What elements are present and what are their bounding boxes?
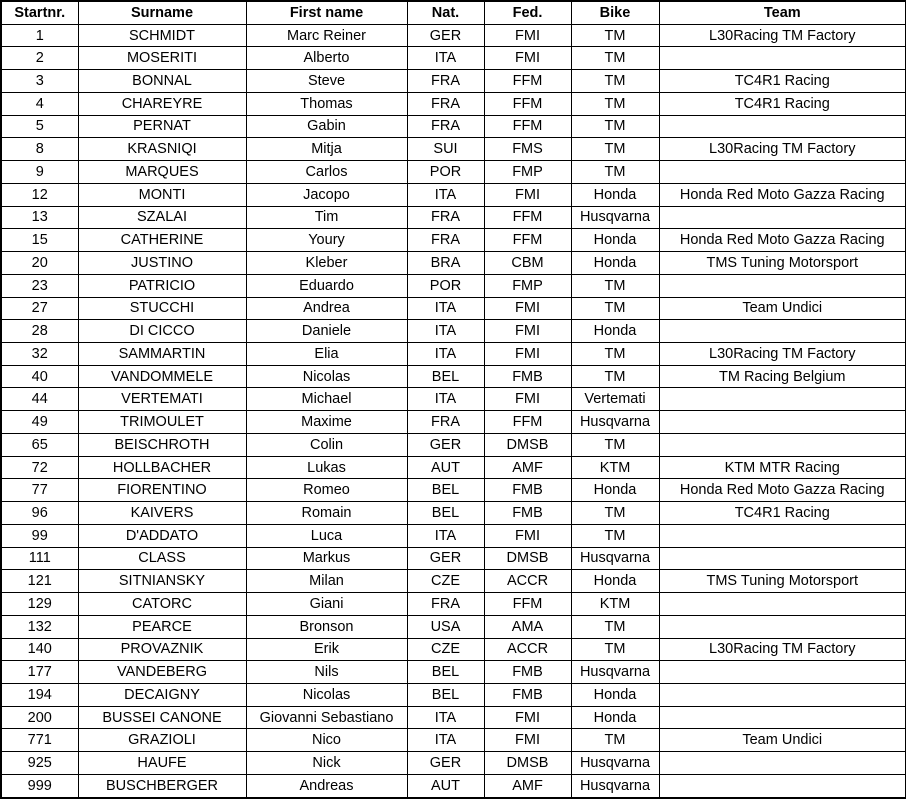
first-name-cell: Romeo [246,479,407,502]
first-name-cell: Jacopo [246,183,407,206]
nat-cell: FRA [407,411,484,434]
nat-cell: GER [407,433,484,456]
fed-cell: FMP [484,161,571,184]
bike-cell: Honda [571,683,659,706]
team-cell [659,774,906,798]
startnr-cell: 3 [1,70,78,93]
first-name-cell: Kleber [246,252,407,275]
surname-cell: JUSTINO [78,252,246,275]
first-name-cell: Nick [246,752,407,775]
bike-cell: Vertemati [571,388,659,411]
first-name-cell: Maxime [246,411,407,434]
team-cell: Team Undici [659,729,906,752]
surname-cell: CATORC [78,593,246,616]
startnr-cell: 1 [1,24,78,47]
bike-cell: TM [571,115,659,138]
surname-cell: SITNIANSKY [78,570,246,593]
bike-cell: TM [571,24,659,47]
first-name-cell: Lukas [246,456,407,479]
nat-cell: FRA [407,593,484,616]
startnr-cell: 8 [1,138,78,161]
bike-cell: Husqvarna [571,752,659,775]
bike-cell: TM [571,47,659,70]
fed-header: Fed. [484,1,571,24]
surname-cell: D'ADDATO [78,524,246,547]
surname-cell: BEISCHROTH [78,433,246,456]
table-row [1,729,906,752]
surname-cell: HOLLBACHER [78,456,246,479]
team-cell [659,411,906,434]
startnr-cell: 140 [1,638,78,661]
startnr-cell: 23 [1,274,78,297]
fed-cell: FFM [484,411,571,434]
nat-cell: AUT [407,774,484,798]
surname-cell: VERTEMATI [78,388,246,411]
team-cell: KTM MTR Racing [659,456,906,479]
startnr-cell: 5 [1,115,78,138]
table-row [1,593,906,616]
startnr-cell: 28 [1,320,78,343]
fed-cell: DMSB [484,547,571,570]
table-row [1,274,906,297]
fed-cell: FMI [484,342,571,365]
bike-cell: TM [571,70,659,93]
first-name-header: First name [246,1,407,24]
bike-cell: Honda [571,706,659,729]
table-row [1,683,906,706]
table-row [1,297,906,320]
team-cell [659,161,906,184]
fed-cell: FFM [484,70,571,93]
nat-cell: GER [407,547,484,570]
bike-cell: TM [571,524,659,547]
startnr-cell: 77 [1,479,78,502]
bike-cell: Husqvarna [571,547,659,570]
fed-cell: FMI [484,297,571,320]
bike-cell: TM [571,615,659,638]
fed-cell: FMS [484,138,571,161]
surname-cell: DI CICCO [78,320,246,343]
bike-header: Bike [571,1,659,24]
first-name-cell: Erik [246,638,407,661]
team-cell [659,274,906,297]
team-cell [659,615,906,638]
nat-cell: BEL [407,661,484,684]
first-name-cell: Nicolas [246,365,407,388]
surname-cell: KRASNIQI [78,138,246,161]
team-cell [659,593,906,616]
header-row [1,1,906,24]
nat-cell: ITA [407,388,484,411]
fed-cell: AMA [484,615,571,638]
table-row [1,206,906,229]
first-name-cell: Giovanni Sebastiano [246,706,407,729]
nat-cell: ITA [407,183,484,206]
team-cell [659,683,906,706]
bike-cell: Honda [571,479,659,502]
team-cell: Honda Red Moto Gazza Racing [659,479,906,502]
table-row [1,570,906,593]
surname-cell: SZALAI [78,206,246,229]
team-cell [659,47,906,70]
table-row [1,752,906,775]
fed-cell: FMB [484,479,571,502]
fed-cell: DMSB [484,433,571,456]
bike-cell: Honda [571,320,659,343]
bike-cell: TM [571,297,659,320]
fed-cell: ACCR [484,638,571,661]
fed-cell: FMI [484,388,571,411]
fed-cell: CBM [484,252,571,275]
first-name-cell: Nicolas [246,683,407,706]
first-name-cell: Elia [246,342,407,365]
team-cell: Honda Red Moto Gazza Racing [659,229,906,252]
table-row [1,433,906,456]
team-cell [659,524,906,547]
team-cell: L30Racing TM Factory [659,138,906,161]
nat-cell: FRA [407,206,484,229]
table-row [1,115,906,138]
bike-cell: TM [571,161,659,184]
fed-cell: FMP [484,274,571,297]
table-row [1,229,906,252]
startnr-cell: 65 [1,433,78,456]
team-cell: L30Racing TM Factory [659,342,906,365]
startnr-cell: 4 [1,92,78,115]
table-row [1,456,906,479]
surname-cell: FIORENTINO [78,479,246,502]
first-name-cell: Eduardo [246,274,407,297]
first-name-cell: Andrea [246,297,407,320]
team-cell [659,206,906,229]
startnr-cell: 771 [1,729,78,752]
team-cell [659,661,906,684]
startnr-cell: 132 [1,615,78,638]
surname-cell: VANDEBERG [78,661,246,684]
bike-cell: Honda [571,570,659,593]
surname-cell: KAIVERS [78,502,246,525]
surname-cell: MARQUES [78,161,246,184]
nat-cell: FRA [407,70,484,93]
surname-cell: MONTI [78,183,246,206]
surname-cell: BONNAL [78,70,246,93]
bike-cell: TM [571,502,659,525]
fed-cell: FMI [484,706,571,729]
fed-cell: FMI [484,47,571,70]
startnr-cell: 194 [1,683,78,706]
table-row [1,774,906,798]
nat-cell: AUT [407,456,484,479]
table-row [1,706,906,729]
team-cell: L30Racing TM Factory [659,638,906,661]
table-row [1,138,906,161]
first-name-cell: Giani [246,593,407,616]
bike-cell: TM [571,433,659,456]
table-row [1,92,906,115]
fed-cell: AMF [484,774,571,798]
fed-cell: FMI [484,24,571,47]
team-cell: TMS Tuning Motorsport [659,570,906,593]
first-name-cell: Youry [246,229,407,252]
nat-cell: POR [407,274,484,297]
surname-cell: MOSERITI [78,47,246,70]
nat-cell: POR [407,161,484,184]
fed-cell: FFM [484,229,571,252]
first-name-cell: Romain [246,502,407,525]
surname-cell: BUSSEI CANONE [78,706,246,729]
table-row [1,24,906,47]
startnr-cell: 13 [1,206,78,229]
surname-cell: BUSCHBERGER [78,774,246,798]
fed-cell: FFM [484,206,571,229]
table-header [1,1,906,24]
fed-cell: FFM [484,92,571,115]
first-name-cell: Alberto [246,47,407,70]
startnr-cell: 40 [1,365,78,388]
surname-cell: SCHMIDT [78,24,246,47]
fed-cell: FMB [484,365,571,388]
nat-header: Nat. [407,1,484,24]
first-name-cell: Bronson [246,615,407,638]
surname-cell: PATRICIO [78,274,246,297]
team-cell [659,706,906,729]
first-name-cell: Tim [246,206,407,229]
first-name-cell: Gabin [246,115,407,138]
first-name-cell: Andreas [246,774,407,798]
surname-cell: VANDOMMELE [78,365,246,388]
table-row [1,547,906,570]
first-name-cell: Colin [246,433,407,456]
team-cell: TM Racing Belgium [659,365,906,388]
fed-cell: FMI [484,524,571,547]
nat-cell: BRA [407,252,484,275]
surname-cell: TRIMOULET [78,411,246,434]
team-cell: Honda Red Moto Gazza Racing [659,183,906,206]
startnr-cell: 9 [1,161,78,184]
nat-cell: FRA [407,92,484,115]
surname-cell: PROVAZNIK [78,638,246,661]
team-cell [659,752,906,775]
table-row [1,342,906,365]
table-row [1,638,906,661]
nat-cell: ITA [407,47,484,70]
nat-cell: ITA [407,342,484,365]
first-name-cell: Nils [246,661,407,684]
team-cell [659,433,906,456]
bike-cell: KTM [571,456,659,479]
bike-cell: TM [571,138,659,161]
bike-cell: Husqvarna [571,774,659,798]
table-row [1,320,906,343]
surname-cell: GRAZIOLI [78,729,246,752]
startnr-cell: 12 [1,183,78,206]
bike-cell: KTM [571,593,659,616]
bike-cell: Husqvarna [571,661,659,684]
nat-cell: ITA [407,320,484,343]
startnr-cell: 925 [1,752,78,775]
fed-cell: FFM [484,115,571,138]
fed-cell: FMB [484,683,571,706]
team-cell [659,115,906,138]
fed-cell: FMI [484,183,571,206]
bike-cell: TM [571,274,659,297]
table-row [1,661,906,684]
nat-cell: GER [407,24,484,47]
bike-cell: Honda [571,229,659,252]
surname-cell: SAMMARTIN [78,342,246,365]
surname-cell: STUCCHI [78,297,246,320]
table-row [1,365,906,388]
nat-cell: USA [407,615,484,638]
table-row [1,411,906,434]
team-cell: L30Racing TM Factory [659,24,906,47]
fed-cell: AMF [484,456,571,479]
fed-cell: FMB [484,502,571,525]
nat-cell: ITA [407,297,484,320]
fed-cell: FMI [484,729,571,752]
team-cell: TC4R1 Racing [659,70,906,93]
bike-cell: Honda [571,183,659,206]
startnr-cell: 72 [1,456,78,479]
team-cell [659,320,906,343]
startnr-cell: 27 [1,297,78,320]
bike-cell: TM [571,92,659,115]
team-cell [659,547,906,570]
startnr-cell: 32 [1,342,78,365]
nat-cell: BEL [407,365,484,388]
startnr-cell: 44 [1,388,78,411]
table-body [1,24,906,798]
table-row [1,161,906,184]
surname-header: Surname [78,1,246,24]
first-name-cell: Marc Reiner [246,24,407,47]
bike-cell: Husqvarna [571,411,659,434]
table-row [1,183,906,206]
startnr-cell: 2 [1,47,78,70]
team-cell: TC4R1 Racing [659,502,906,525]
nat-cell: CZE [407,638,484,661]
startnr-cell: 200 [1,706,78,729]
startnr-cell: 49 [1,411,78,434]
nat-cell: SUI [407,138,484,161]
startnr-header: Startnr. [1,1,78,24]
surname-cell: CHAREYRE [78,92,246,115]
first-name-cell: Mitja [246,138,407,161]
team-cell [659,388,906,411]
startnr-cell: 129 [1,593,78,616]
nat-cell: ITA [407,729,484,752]
first-name-cell: Steve [246,70,407,93]
team-cell: TC4R1 Racing [659,92,906,115]
team-cell: Team Undici [659,297,906,320]
startnr-cell: 99 [1,524,78,547]
nat-cell: GER [407,752,484,775]
first-name-cell: Milan [246,570,407,593]
first-name-cell: Luca [246,524,407,547]
nat-cell: FRA [407,115,484,138]
startnr-cell: 96 [1,502,78,525]
surname-cell: CLASS [78,547,246,570]
table-row [1,524,906,547]
surname-cell: CATHERINE [78,229,246,252]
fed-cell: FMI [484,320,571,343]
nat-cell: BEL [407,683,484,706]
nat-cell: ITA [407,524,484,547]
table-row [1,615,906,638]
team-cell: TMS Tuning Motorsport [659,252,906,275]
fed-cell: ACCR [484,570,571,593]
startnr-cell: 111 [1,547,78,570]
first-name-cell: Daniele [246,320,407,343]
first-name-cell: Michael [246,388,407,411]
nat-cell: BEL [407,502,484,525]
table-row [1,70,906,93]
startnr-cell: 121 [1,570,78,593]
table-row [1,252,906,275]
startnr-cell: 15 [1,229,78,252]
startnr-cell: 20 [1,252,78,275]
first-name-cell: Thomas [246,92,407,115]
fed-cell: FFM [484,593,571,616]
bike-cell: Husqvarna [571,206,659,229]
surname-cell: DECAIGNY [78,683,246,706]
bike-cell: TM [571,365,659,388]
surname-cell: PERNAT [78,115,246,138]
surname-cell: PEARCE [78,615,246,638]
fed-cell: DMSB [484,752,571,775]
table-row [1,47,906,70]
bike-cell: TM [571,342,659,365]
nat-cell: CZE [407,570,484,593]
team-header: Team [659,1,906,24]
fed-cell: FMB [484,661,571,684]
nat-cell: BEL [407,479,484,502]
bike-cell: TM [571,638,659,661]
startnr-cell: 177 [1,661,78,684]
nat-cell: ITA [407,706,484,729]
first-name-cell: Markus [246,547,407,570]
table-row [1,502,906,525]
bike-cell: TM [571,729,659,752]
surname-cell: HAUFE [78,752,246,775]
table-row [1,388,906,411]
first-name-cell: Carlos [246,161,407,184]
nat-cell: FRA [407,229,484,252]
bike-cell: Honda [571,252,659,275]
startnr-cell: 999 [1,774,78,798]
table-row [1,479,906,502]
first-name-cell: Nico [246,729,407,752]
